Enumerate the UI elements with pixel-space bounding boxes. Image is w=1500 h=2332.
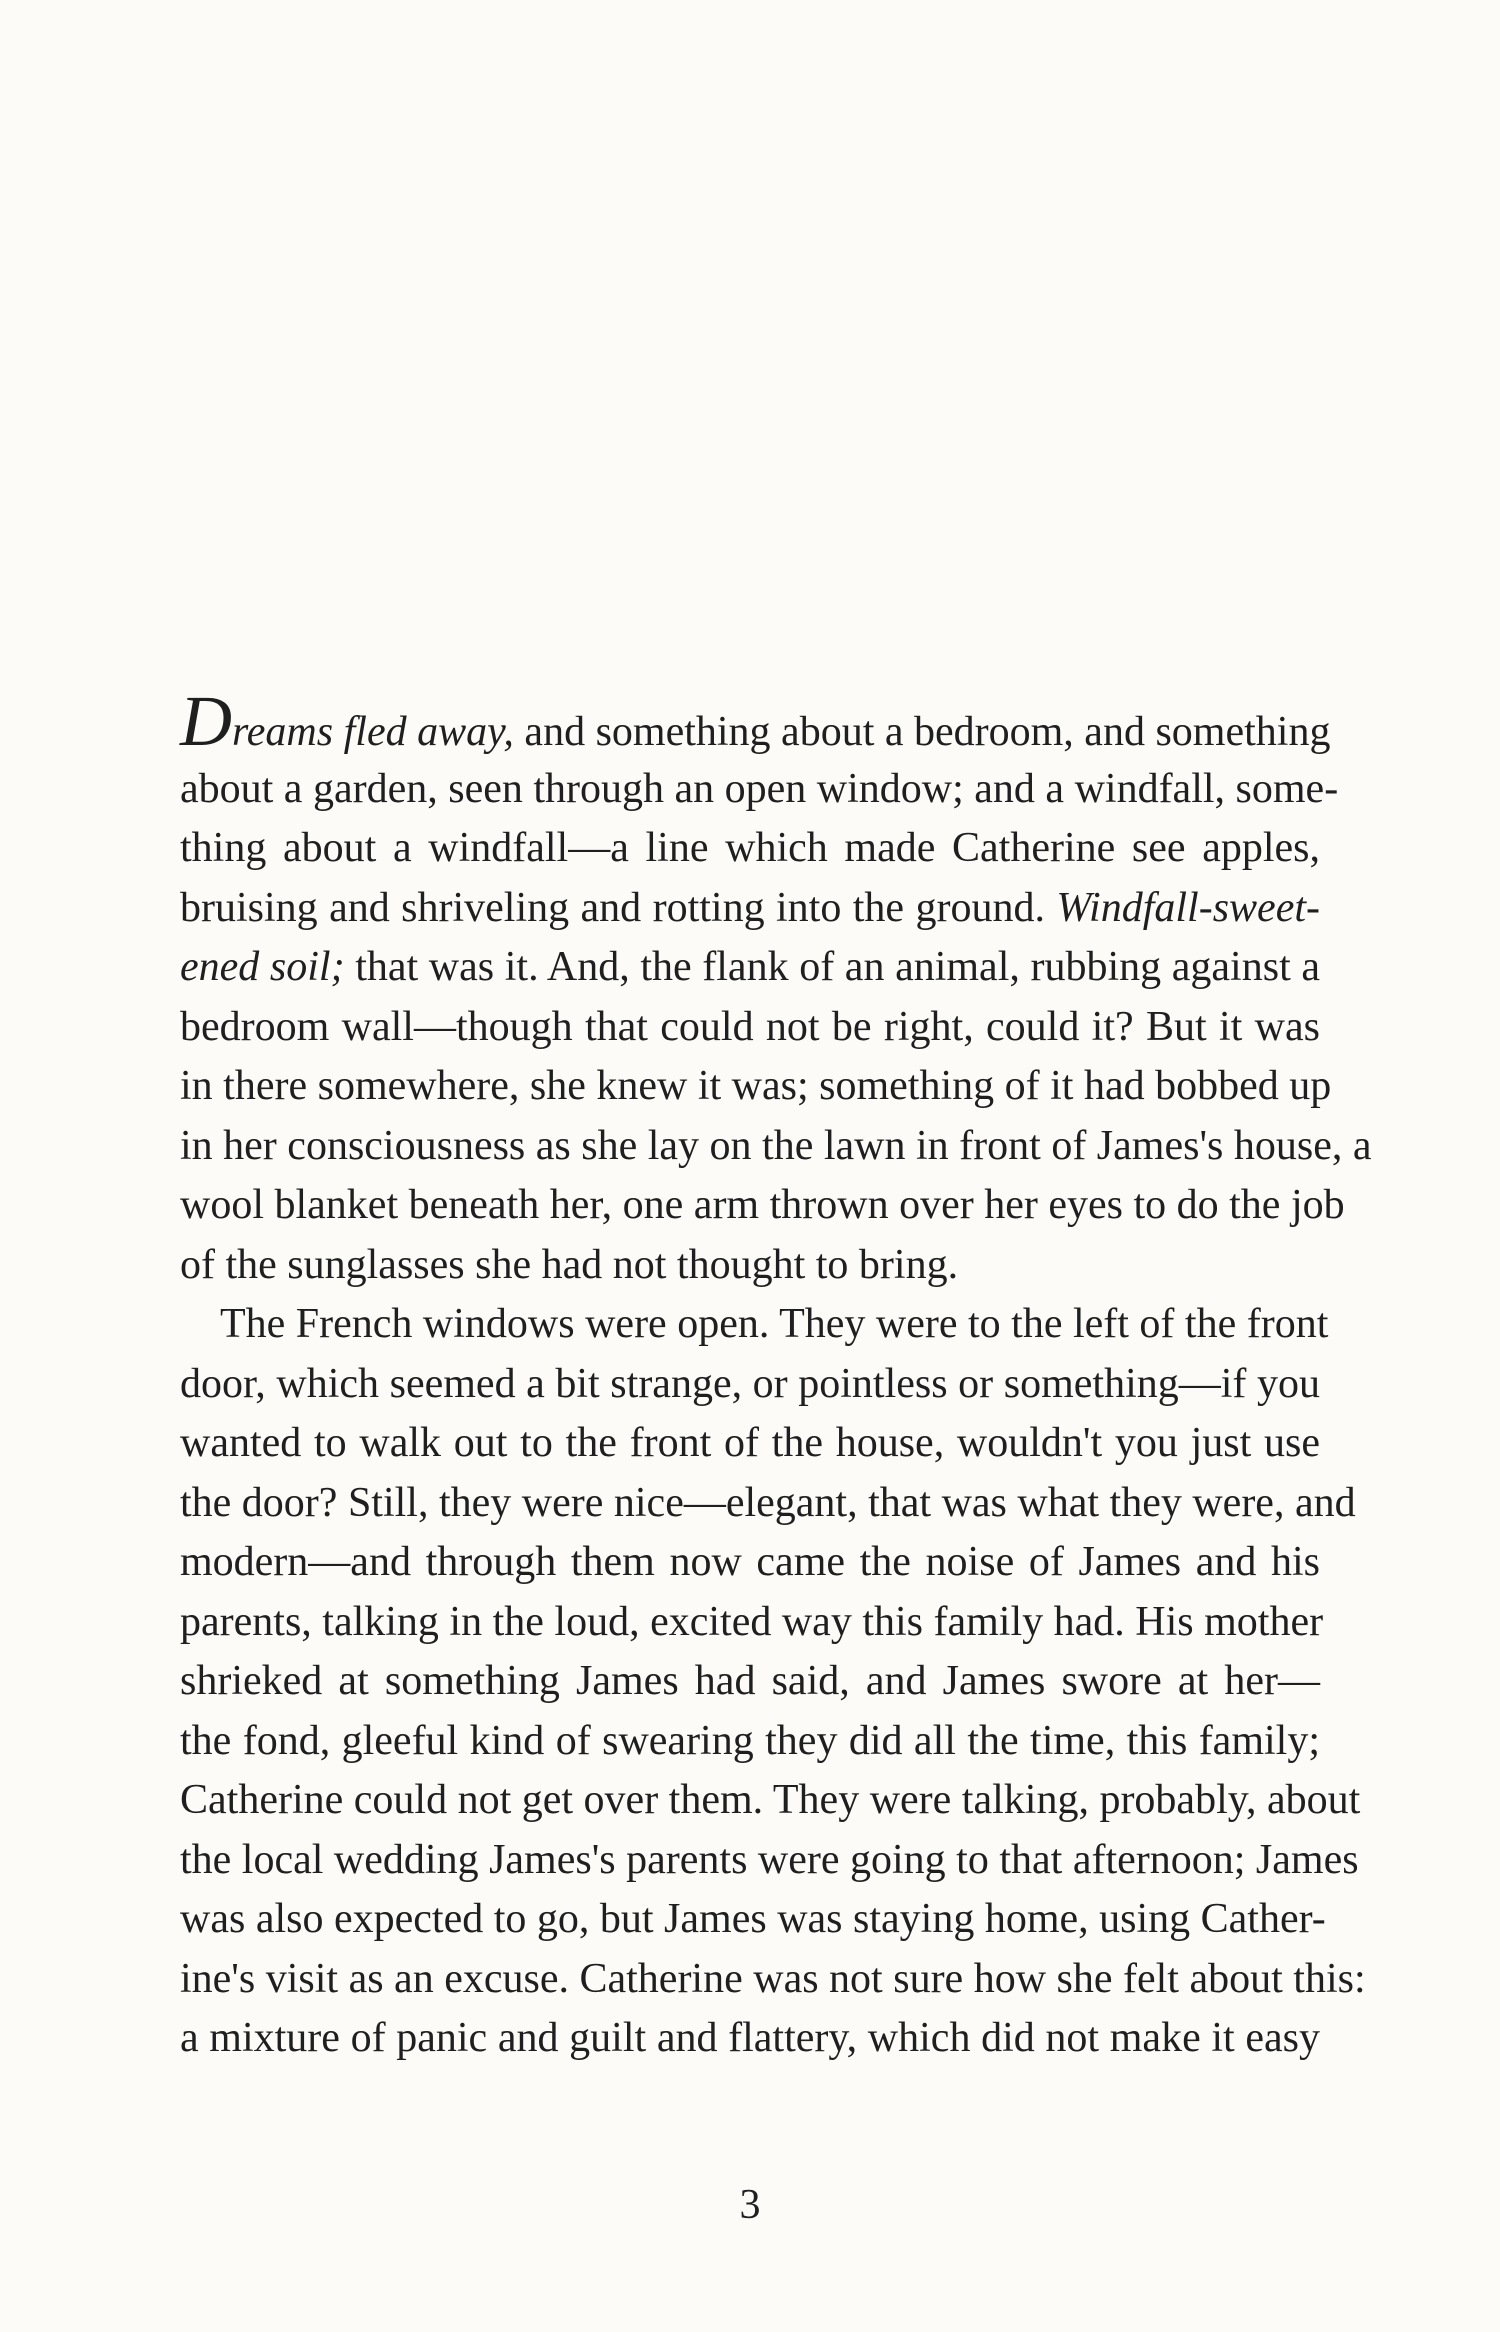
text-line: The French windows were open. They were to the left of the front bbox=[220, 1301, 1329, 1347]
text-line: wanted to walk out to the front of the house, wouldn't you just use bbox=[180, 1420, 1320, 1466]
text-line: wool blanket beneath her, one arm thrown over her eyes to do the job bbox=[180, 1182, 1345, 1228]
line-text: that was it. And, the flank of an animal, rubbing against a bbox=[344, 944, 1321, 990]
drop-cap: D bbox=[180, 681, 232, 761]
opening-italic: reams fled away, bbox=[232, 709, 514, 755]
text-line: in there somewhere, she knew it was; something of it had bobbed up bbox=[180, 1063, 1332, 1109]
text-line: the local wedding James's parents were going to that afternoon; James bbox=[180, 1836, 1359, 1883]
text-line: a mixture of panic and guilt and flattery, which did not make it easy bbox=[180, 2015, 1320, 2061]
text-line: about a garden, seen through an open window; and a windfall, some- bbox=[180, 765, 1339, 812]
text-line: the fond, gleeful kind of swearing they did all the time, this family; bbox=[180, 1717, 1320, 1764]
text-line: door, which seemed a bit strange, or pointless or something—if you bbox=[180, 1360, 1320, 1407]
page-number: 3 bbox=[739, 2182, 761, 2228]
text-line: parents, talking in the loud, excited way this family had. His mother bbox=[180, 1598, 1324, 1645]
text-line: thing about a windfall—a line which made Catherine see apples, bbox=[180, 825, 1320, 871]
body-text bbox=[180, 681, 1372, 2069]
text-line bbox=[180, 879, 1320, 939]
line-text: bruising and shriveling and rotting into the ground. bbox=[180, 884, 1057, 931]
text-line: ine's visit as an excuse. Catherine was not sure how she felt about this: bbox=[180, 1955, 1366, 2002]
text-line: in her consciousness as she lay on the lawn in front of James's house, a bbox=[180, 1122, 1372, 1169]
text-line: Catherine could not get over them. They were talking, probably, about bbox=[180, 1777, 1361, 1823]
italic-phrase: Windfall-sweet- bbox=[1056, 884, 1320, 931]
text-line: of the sunglasses she had not thought to bring. bbox=[180, 1241, 959, 1288]
text-line bbox=[180, 681, 1331, 761]
line-text: and something about a bedroom, and something bbox=[513, 709, 1331, 755]
text-line: modern—and through them now came the noise of James and his bbox=[180, 1539, 1320, 1585]
text-line: was also expected to go, but James was staying home, using Cather- bbox=[180, 1896, 1326, 1942]
text-line bbox=[180, 938, 1320, 998]
italic-phrase: ened soil; bbox=[180, 944, 345, 990]
text-line: bedroom wall—though that could not be right, could it? But it was bbox=[180, 1003, 1320, 1050]
text-line: shrieked at something James had said, and James swore at her— bbox=[180, 1658, 1320, 1704]
text-line: the door? Still, they were nice—elegant, that was what they were, and bbox=[180, 1479, 1356, 1526]
